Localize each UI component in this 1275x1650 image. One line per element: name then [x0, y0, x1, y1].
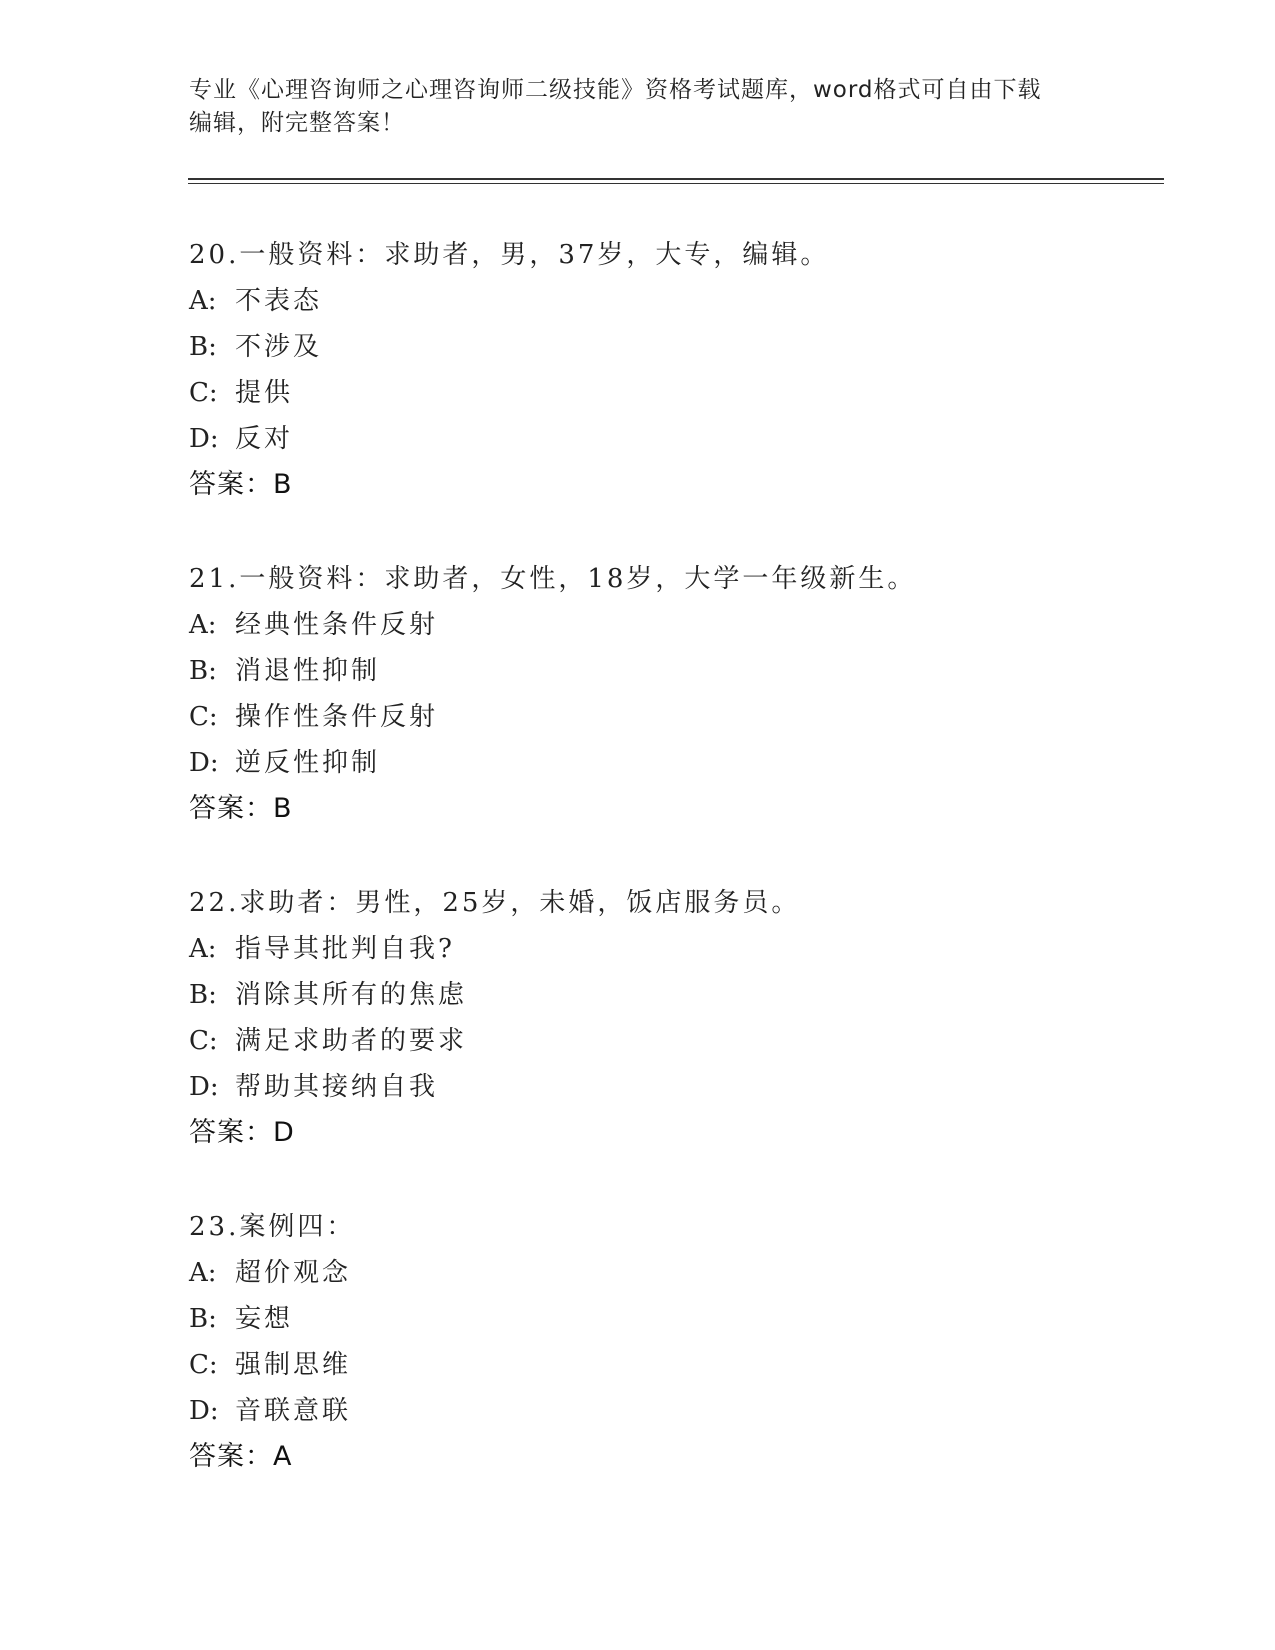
option-a	[189, 602, 1189, 648]
option-text: 反对	[235, 424, 294, 454]
option-b	[189, 648, 1189, 694]
answer-label: 答案：	[189, 1117, 273, 1148]
answer-label: 答案：	[189, 469, 273, 500]
header-line-2: 编辑，附完整答案！	[189, 110, 405, 136]
option-text: 操作性条件反射	[235, 702, 439, 732]
option-text: 不表态	[235, 286, 323, 316]
option-letter: C:	[189, 1350, 218, 1380]
answer-value: B	[273, 469, 293, 500]
answer-line	[189, 462, 1189, 508]
option-text: 强制思维	[235, 1350, 352, 1380]
option-text: 音联意联	[235, 1396, 352, 1426]
answer-line	[189, 786, 1189, 832]
option-letter: B:	[189, 656, 217, 686]
option-text: 逆反性抑制	[235, 748, 381, 778]
option-letter: C:	[189, 702, 218, 732]
option-c	[189, 370, 1189, 416]
option-text: 消退性抑制	[235, 656, 381, 686]
option-text: 指导其批判自我?	[235, 934, 455, 964]
question-22	[189, 880, 1189, 1156]
option-letter: D:	[189, 1072, 219, 1102]
option-text: 提供	[235, 378, 294, 408]
option-letter: C:	[189, 378, 218, 408]
option-a	[189, 278, 1189, 324]
answer-value: A	[273, 1441, 293, 1472]
option-letter: B:	[189, 332, 217, 362]
option-b	[189, 324, 1189, 370]
option-b	[189, 1296, 1189, 1342]
option-d	[189, 740, 1189, 786]
option-d	[189, 1388, 1189, 1434]
question-title: 20.一般资料：求助者，男，37岁，大专，编辑。	[189, 240, 830, 270]
option-letter: C:	[189, 1026, 218, 1056]
option-letter: D:	[189, 424, 219, 454]
option-letter: A:	[189, 1258, 217, 1288]
option-a	[189, 1250, 1189, 1296]
question-23	[189, 1204, 1189, 1480]
document-header	[189, 74, 1089, 140]
option-text: 超价观念	[235, 1258, 352, 1288]
option-letter: A:	[189, 934, 217, 964]
option-d	[189, 1064, 1189, 1110]
answer-value: D	[273, 1117, 295, 1148]
option-a	[189, 926, 1189, 972]
question-title: 21.一般资料：求助者，女性，18岁，大学一年级新生。	[189, 564, 917, 594]
option-text: 经典性条件反射	[235, 610, 439, 640]
option-letter: D:	[189, 748, 219, 778]
option-b	[189, 972, 1189, 1018]
option-letter: A:	[189, 610, 217, 640]
option-text: 不涉及	[235, 332, 323, 362]
header-divider-thick	[188, 178, 1164, 180]
answer-label: 答案：	[189, 1441, 273, 1472]
option-c	[189, 1342, 1189, 1388]
option-text: 妄想	[235, 1304, 294, 1334]
header-line-1: 专业《心理咨询师之心理咨询师二级技能》资格考试题库，word格式可自由下载	[189, 77, 1042, 103]
option-c	[189, 694, 1189, 740]
option-letter: D:	[189, 1396, 219, 1426]
header-divider-thin	[188, 183, 1164, 184]
option-d	[189, 416, 1189, 462]
question-title: 23.案例四：	[189, 1212, 356, 1242]
option-text: 消除其所有的焦虑	[235, 980, 468, 1010]
answer-line	[189, 1110, 1189, 1156]
option-text: 帮助其接纳自我	[235, 1072, 439, 1102]
option-c	[189, 1018, 1189, 1064]
answer-line	[189, 1434, 1189, 1480]
option-letter: A:	[189, 286, 217, 316]
option-letter: B:	[189, 980, 217, 1010]
question-title: 22.求助者：男性，25岁，未婚，饭店服务员。	[189, 888, 801, 918]
option-letter: B:	[189, 1304, 217, 1334]
option-text: 满足求助者的要求	[235, 1026, 468, 1056]
question-20	[189, 232, 1189, 508]
answer-label: 答案：	[189, 793, 273, 824]
answer-value: B	[273, 793, 293, 824]
question-21	[189, 556, 1189, 832]
